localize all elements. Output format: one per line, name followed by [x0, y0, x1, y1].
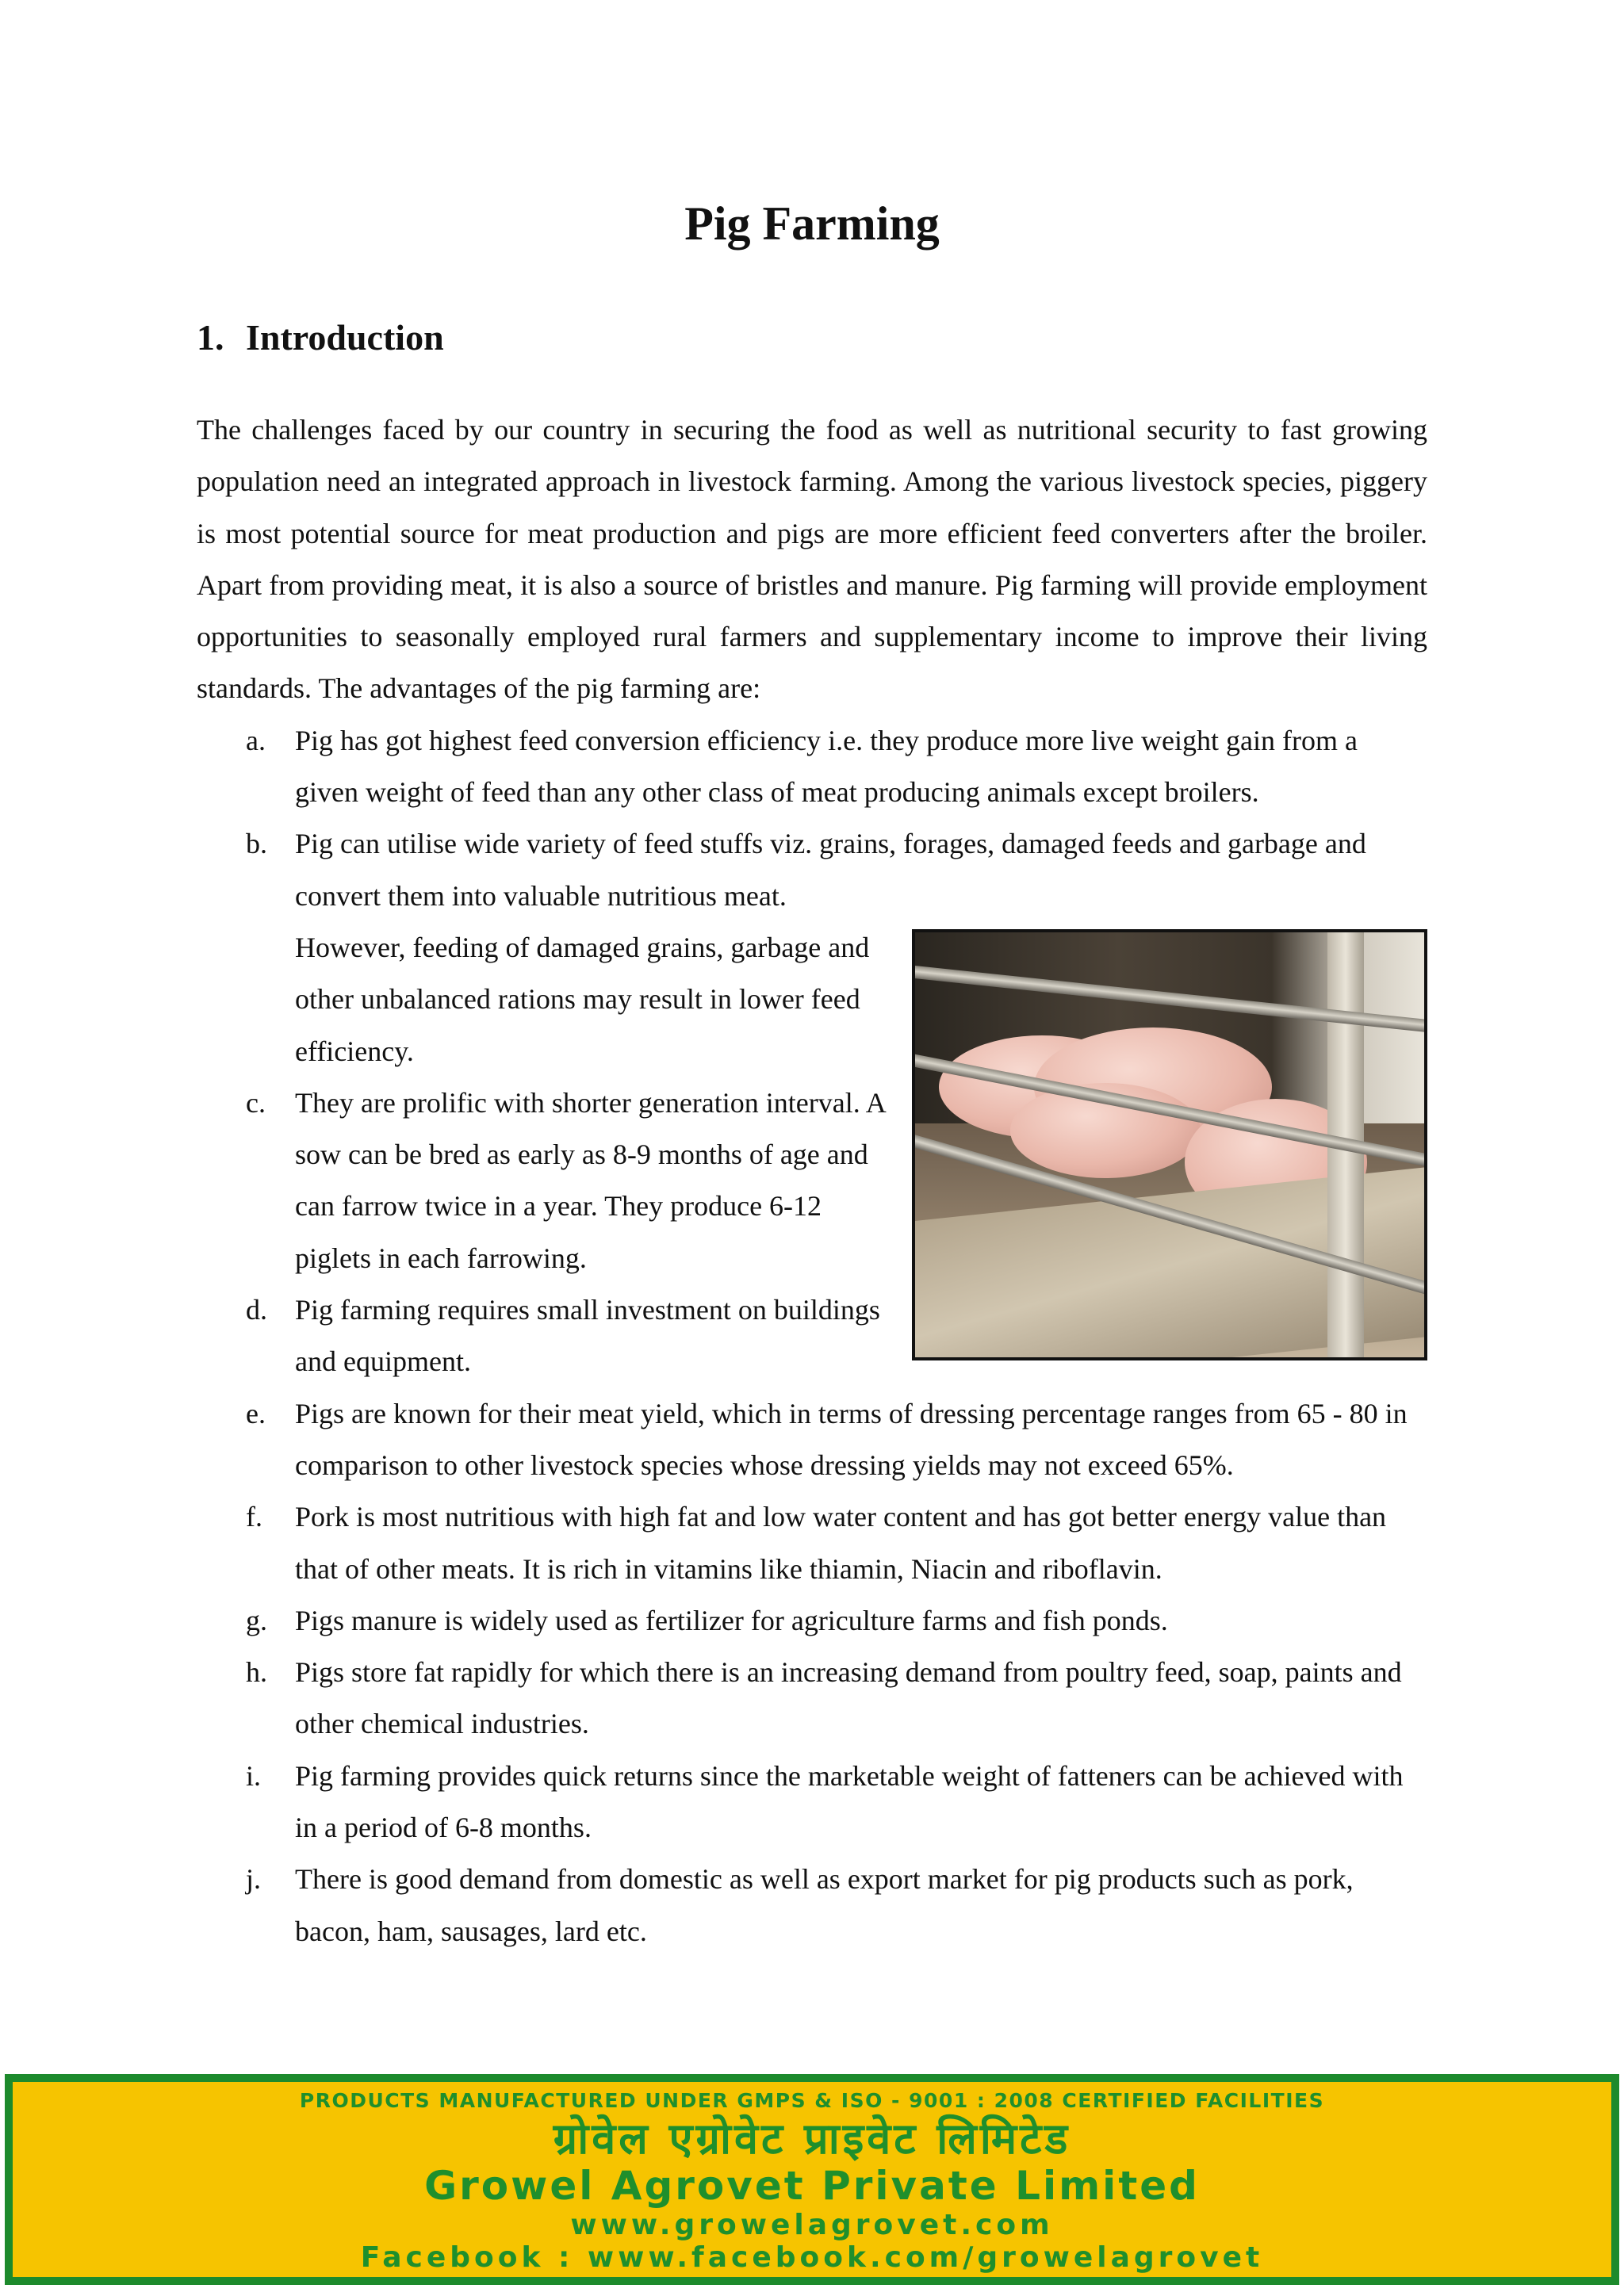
list-marker: e.: [246, 1397, 266, 1429]
section-number: 1.: [197, 317, 224, 358]
list-item: [197, 715, 1427, 819]
page-title: Pig Farming: [684, 197, 940, 250]
list-item-text: Pig farming requires small investment on buildings and equipment.: [295, 1294, 880, 1378]
document-body: [197, 404, 1427, 1957]
list-item-text: Pigs store fat rapidly for which there is an increasing demand from poultry feed, soap, paints and other chemical industries.: [295, 1656, 1402, 1740]
section-heading: [197, 314, 444, 362]
list-item-text: Pig has got highest feed conversion efficiency i.e. they produce more live weight gain from a given weight of feed than any other class of meat producing animals except broilers.: [295, 724, 1358, 809]
company-footer-banner: [5, 2074, 1619, 2285]
certification-text: PRODUCTS MANUFACTURED UNDER GMPS & ISO - 9001 : 2008 CERTIFIED FACILITIES: [299, 2089, 1325, 2112]
list-marker: a.: [246, 724, 266, 756]
list-marker: h.: [246, 1656, 267, 1689]
section-title: Introduction: [246, 317, 444, 358]
company-name: Growel Agrovet Private Limited: [424, 2163, 1200, 2209]
list-item: [197, 1595, 1427, 1647]
list-marker: f.: [246, 1501, 262, 1533]
list-item-text: There is good demand from domestic as well as export market for pig products such as pork, bacon, ham, sausages, lard etc.: [295, 1863, 1354, 1947]
list-item: [197, 1388, 1427, 1492]
advantages-list: [197, 715, 1427, 1957]
list-item-text: Pig farming provides quick returns since the marketable weight of fatteners can be achieved with in a period of 6-8 months.: [295, 1759, 1404, 1844]
company-name-hindi: ग्रोवेल एग्रोवेट प्राइवेट लिमिटेड: [553, 2114, 1071, 2164]
list-item-text: Pig can utilise wide variety of feed stuffs viz. grains, forages, damaged feeds and garbage and convert them into valuable nutritious meat.: [295, 828, 1366, 912]
list-item: [197, 1751, 1427, 1854]
list-marker: d.: [246, 1294, 267, 1326]
intro-paragraph: The challenges faced by our country in securing the food as well as nutritional security to fast growing population need an integrated approach in livestock farming. Among the various livestock species, piggery is most potential source for meat production and pigs are more efficient feed converters after the broiler. Apart from providing meat, it is also a source of bristles and manure. Pig farming will provide employment opportunities to seasonally employed rural farmers and supplementary income to improve their living standards. The advantages of the pig farming are:: [197, 414, 1427, 705]
list-item-text: Pigs manure is widely used as fertilizer for agriculture farms and fish ponds.: [295, 1604, 1168, 1636]
list-item-text: They are prolific with shorter generation interval. A sow can be bred as early as 8-9 months of age and can farrow twice in a year. They produce 6-12 piglets in each farrowing.: [295, 1086, 885, 1274]
list-item: [197, 1854, 1427, 1957]
list-item: [197, 1647, 1427, 1751]
list-marker: g.: [246, 1604, 267, 1636]
list-item: [197, 1077, 1427, 1284]
list-item: [197, 818, 1427, 1077]
list-item-extra: However, feeding of damaged grains, garbage and other unbalanced rations may result in lower feed efficiency.: [295, 931, 870, 1067]
list-marker: b.: [246, 828, 267, 860]
list-marker: j.: [246, 1863, 262, 1896]
website-text: www.growelagrovet.com: [570, 2209, 1054, 2241]
facebook-text: Facebook : www.facebook.com/growelagrovet: [360, 2241, 1264, 2274]
list-marker: c.: [246, 1086, 266, 1119]
list-item-text: Pork is most nutritious with high fat and low water content and has got better energy value than that of other meats. It is rich in vitamins like thiamin, Niacin and riboflavin.: [295, 1501, 1387, 1585]
list-item-text: Pigs are known for their meat yield, which in terms of dressing percentage ranges from 65 - 80 in comparison to other livestock species whose dressing yields may not exceed 65%.: [295, 1397, 1408, 1481]
list-marker: i.: [246, 1759, 262, 1792]
list-item: [197, 1491, 1427, 1595]
list-item: [197, 1284, 1427, 1388]
